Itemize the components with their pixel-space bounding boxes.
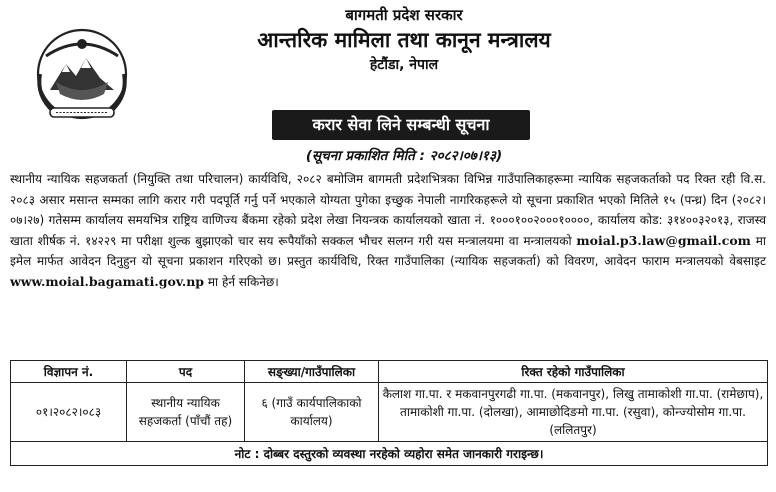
- cell-post: स्थानीय न्यायिक सहजकर्ता (पाँचौं तह): [127, 383, 245, 442]
- table-header-row: [11, 361, 768, 383]
- cell-count: ६ (गाउँ कार्यपालिकाको कार्यालय): [245, 383, 379, 442]
- header-count: सङ्ख्या/गाउँपालिका: [245, 361, 379, 383]
- ministry-name: आन्तरिक मामिला तथा कानून मन्त्रालय: [257, 28, 551, 52]
- vacancy-table: [10, 360, 768, 466]
- website-link[interactable]: www.moial.bagamati.gov.np: [10, 273, 205, 289]
- body-text-part3: मा हेर्न सकिनेछ।: [204, 274, 279, 289]
- body-text-part2: मा इमेल मार्फत आवेदन दिनुहुन यो सूचना प्रकाशन गरिएको छ। प्रस्तुत कार्यविधि, रिक्त गाउँपालिका (न्यायिक सहजकर्ता) को विवरण, आवेदन फाराम मन्त्रालयको वेबसाइट: [10, 233, 766, 268]
- table-row: [11, 383, 768, 442]
- cell-municipalities: कैलाश गा.पा. र मकवानपुरगढी गा.पा. (मकवानपुर), लिखु तामाकोशी गा.पा. (रामेछाप), तामाकोशी गा.पा. (दोलखा), आमाछोदिङमो गा.पा. (रसुवा), कोन्ज्योसोम गा.पा. (ललितपुर): [379, 383, 768, 442]
- header-municipalities: रिक्त रहेको गाउँपालिका: [379, 361, 768, 383]
- office-location: हेटौंडा, नेपाल: [369, 57, 439, 73]
- government-name: बागमती प्रदेश सरकार: [345, 6, 463, 24]
- table-note-row: [11, 442, 768, 466]
- header-ad-no: विज्ञापन नं.: [11, 361, 127, 383]
- header-post: पद: [127, 361, 245, 383]
- notice-body: [10, 169, 766, 292]
- body-text-part1: स्थानीय न्यायिक सहजकर्ता (नियुक्ति तथा परिचालन) कार्यविधि, २०८२ बमोजिम बागमती प्रदेशभित्रका विभिन्न गाउँपालिकाहरूमा न्यायिक सहजकर्ताको पद रिक्त रही वि.स. २०८३ असार मसान्त सम्मका लागि करार गरी पदपूर्ति गर्नु पर्ने भएकाले योग्यता पुगेका इच्छुक नेपाली नागरिकहरूले यो सूचना प्रकाशित भएको मितिले १५ (पन्ध्र) दिन (२०८२।०७।२७) गतेसम्म कार्यालय समयभित्र राष्ट्रिय वाणिज्य बैंकमा रहेको प्रदेश लेखा नियन्त्रक कार्यालयको खाता नं. १०००१००२०००१००००, कार्यालय कोड: ३१४००३२०१३, राजस्व खाता शीर्षक नं. १४२२९ मा परीक्षा शुल्क बुझाएको चार सय रूपैयाँको सक्कल भौचर सलग्न गरी यस मन्त्रालयमा वा मन्त्रालयको: [10, 172, 766, 248]
- table-note: नोट : दोब्बर दस्तुरको व्यवस्था नरहेको व्यहोरा समेत जानकारी गराइन्छ।: [11, 442, 768, 466]
- notice-page: [4, 4, 772, 488]
- publication-date: (सूचना प्रकाशित मिति : २०८२।०७।१३): [305, 148, 503, 164]
- email-link[interactable]: moial.p3.law@gmail.com: [576, 232, 751, 248]
- letterhead: [144, 4, 664, 76]
- notice-title: करार सेवा लिने सम्बन्धी सूचना: [272, 110, 530, 140]
- cell-ad-no: ०१।२०८२।०८३: [11, 383, 127, 442]
- nepal-government-emblem-icon: [26, 20, 138, 124]
